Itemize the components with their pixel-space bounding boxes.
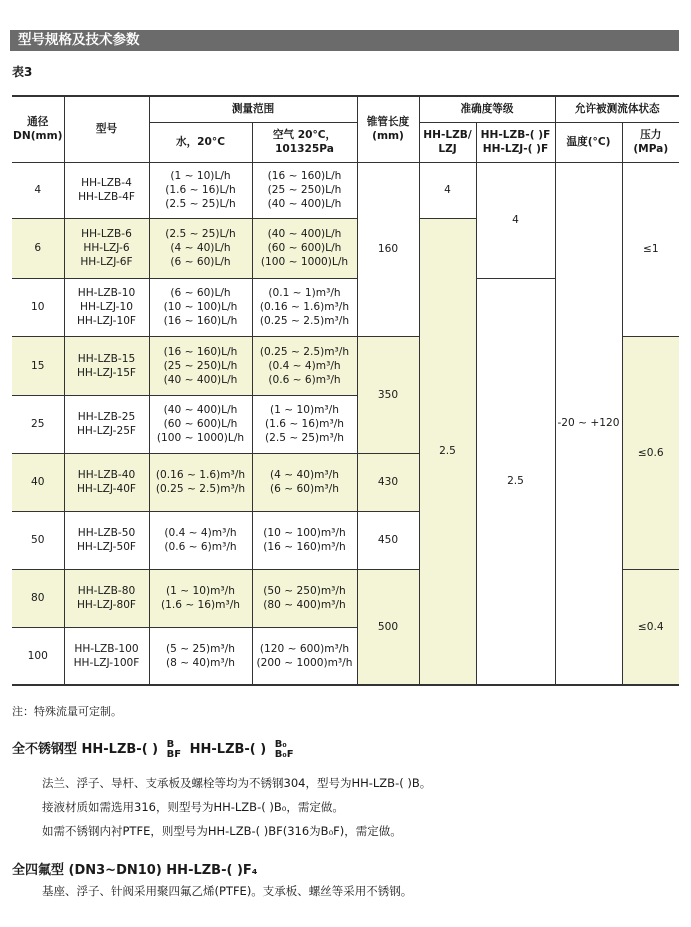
header-acc2: HH-LZB-( )F HH-LZJ-( )F xyxy=(476,122,555,162)
cell-pressure: ≤0.4 xyxy=(622,569,679,685)
cell-cone: 500 xyxy=(357,569,419,685)
cell-air: (10 ~ 100)m³/h (16 ~ 160)m³/h xyxy=(252,511,357,569)
cell-pressure: ≤1 xyxy=(622,162,679,336)
cell-model: HH-LZB-50 HH-LZJ-50F xyxy=(64,511,149,569)
stack-top: B xyxy=(166,738,175,750)
cell-model: HH-LZB-4 HH-LZB-4F xyxy=(64,162,149,218)
cell-air: (1 ~ 10)m³/h (1.6 ~ 16)m³/h (2.5 ~ 25)m³/h xyxy=(252,395,357,453)
cell-water: (40 ~ 400)L/h (60 ~ 600)L/h (100 ~ 1000)L/h xyxy=(149,395,252,453)
stainless-heading xyxy=(12,738,298,760)
cell-water: (0.4 ~ 4)m³/h (0.6 ~ 6)m³/h xyxy=(149,511,252,569)
cell-dn: 80 xyxy=(12,569,64,627)
stainless-title-mid: HH-LZB-( ) xyxy=(189,742,267,757)
header-temp: 温度(°C) xyxy=(555,122,622,162)
cell-temp: -20 ~ +120 xyxy=(555,162,622,685)
cell-model: HH-LZB-25 HH-LZJ-25F xyxy=(64,395,149,453)
table-label: 表3 xyxy=(12,65,33,79)
header-model: 型号 xyxy=(64,96,149,162)
cell-pressure: ≤0.6 xyxy=(622,336,679,569)
cell-model: HH-LZB-100 HH-LZJ-100F xyxy=(64,627,149,685)
header-range: 测量范围 xyxy=(149,96,357,122)
stainless-line-3: 如需不锈钢内衬PTFE，则型号为HH-LZB-( )BF(316为B₀F)，需定做。 xyxy=(42,824,402,838)
cell-water: (2.5 ~ 25)L/h (4 ~ 40)L/h (6 ~ 60)L/h xyxy=(149,218,252,278)
header-accuracy: 准确度等级 xyxy=(419,96,555,122)
header-dn: 通径 DN(mm) xyxy=(12,96,64,162)
table-row xyxy=(12,162,679,218)
ptfe-line-1: 基座、浮子、针阀采用聚四氟乙烯(PTFE)。支承板、螺丝等采用不锈钢。 xyxy=(42,884,413,898)
cell-model: HH-LZB-15 HH-LZJ-15F xyxy=(64,336,149,395)
cell-acc1: 2.5 xyxy=(419,218,476,685)
cell-water: (5 ~ 25)m³/h (8 ~ 40)m³/h xyxy=(149,627,252,685)
cell-air: (4 ~ 40)m³/h (6 ~ 60)m³/h xyxy=(252,453,357,511)
cell-dn: 10 xyxy=(12,278,64,336)
header-air: 空气 20°C， 101325Pa xyxy=(252,122,357,162)
header-acc1: HH-LZB/ LZJ xyxy=(419,122,476,162)
cell-air: (40 ~ 400)L/h (60 ~ 600)L/h (100 ~ 1000)L/h xyxy=(252,218,357,278)
stainless-title-prefix: 全不锈钢型 HH-LZB-( ) xyxy=(12,742,159,757)
cell-dn: 6 xyxy=(12,218,64,278)
cell-cone: 160 xyxy=(357,162,419,336)
stainless-line-2: 接液材质如需选用316，则型号为HH-LZB-( )B₀，需定做。 xyxy=(42,800,344,814)
cell-model: HH-LZB-10 HH-LZJ-10 HH-LZJ-10F xyxy=(64,278,149,336)
cell-cone: 430 xyxy=(357,453,419,511)
stainless-stack-1 xyxy=(167,740,181,760)
cell-model: HH-LZB-40 HH-LZJ-40F xyxy=(64,453,149,511)
cell-air: (50 ~ 250)m³/h (80 ~ 400)m³/h xyxy=(252,569,357,627)
cell-air: (16 ~ 160)L/h (25 ~ 250)L/h (40 ~ 400)L/h xyxy=(252,162,357,218)
cell-acc1: 4 xyxy=(419,162,476,218)
cell-cone: 350 xyxy=(357,336,419,453)
header-water: 水，20°C xyxy=(149,122,252,162)
header-cone: 锥管长度 (mm) xyxy=(357,96,419,162)
cell-water: (6 ~ 60)L/h (10 ~ 100)L/h (16 ~ 160)L/h xyxy=(149,278,252,336)
cell-dn: 40 xyxy=(12,453,64,511)
section-title: 型号规格及技术参数 xyxy=(10,30,679,51)
cell-acc2: 4 xyxy=(476,162,555,278)
cell-water: (1 ~ 10)m³/h (1.6 ~ 16)m³/h xyxy=(149,569,252,627)
header-pressure: 压力 (MPa) xyxy=(622,122,679,162)
cell-dn: 25 xyxy=(12,395,64,453)
cell-dn: 15 xyxy=(12,336,64,395)
stack-bottom: BF xyxy=(166,748,182,760)
table-note: 注：特殊流量可定制。 xyxy=(12,705,122,718)
stack-top: B₀ xyxy=(274,738,287,750)
cell-model: HH-LZB-80 HH-LZJ-80F xyxy=(64,569,149,627)
ptfe-heading: 全四氟型 (DN3~DN10) HH-LZB-( )F₄ xyxy=(12,863,258,878)
spec-table xyxy=(12,95,679,686)
cell-acc2: 2.5 xyxy=(476,278,555,685)
cell-dn: 50 xyxy=(12,511,64,569)
cell-air: (0.25 ~ 2.5)m³/h (0.4 ~ 4)m³/h (0.6 ~ 6)m³/h xyxy=(252,336,357,395)
cell-dn: 4 xyxy=(12,162,64,218)
cell-water: (1 ~ 10)L/h (1.6 ~ 16)L/h (2.5 ~ 25)L/h xyxy=(149,162,252,218)
cell-air: (0.1 ~ 1)m³/h (0.16 ~ 1.6)m³/h (0.25 ~ 2.5)m³/h xyxy=(252,278,357,336)
cell-model: HH-LZB-6 HH-LZJ-6 HH-LZJ-6F xyxy=(64,218,149,278)
cell-cone: 450 xyxy=(357,511,419,569)
stainless-line-1: 法兰、浮子、导杆、支承板及螺栓等均为不锈钢304，型号为HH-LZB-( )B。 xyxy=(42,776,432,790)
cell-dn: 100 xyxy=(12,627,64,685)
cell-water: (0.16 ~ 1.6)m³/h (0.25 ~ 2.5)m³/h xyxy=(149,453,252,511)
header-allowed: 允许被测流体状态 xyxy=(555,96,679,122)
cell-air: (120 ~ 600)m³/h (200 ~ 1000)m³/h xyxy=(252,627,357,685)
stack-bottom: B₀F xyxy=(274,748,294,760)
cell-water: (16 ~ 160)L/h (25 ~ 250)L/h (40 ~ 400)L/h xyxy=(149,336,252,395)
stainless-stack-2 xyxy=(275,740,294,760)
